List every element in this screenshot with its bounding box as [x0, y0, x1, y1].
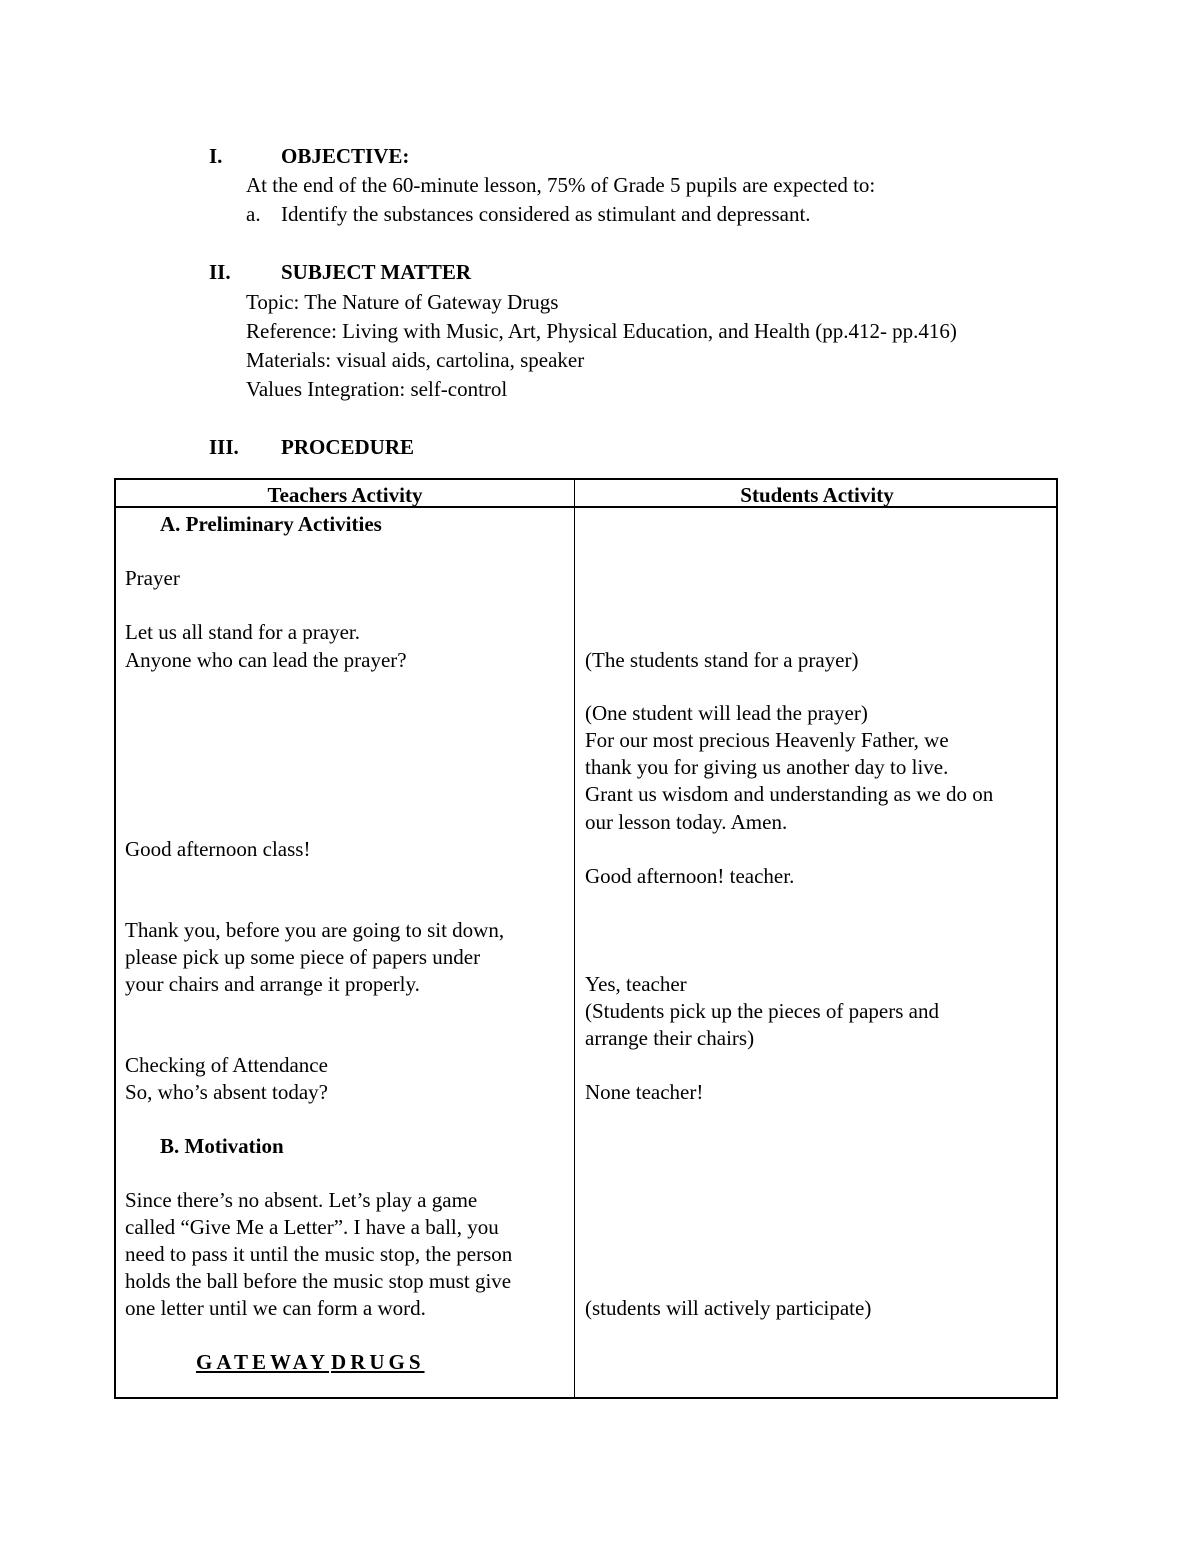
teacher-line: Let us all stand for a prayer.	[125, 620, 360, 644]
subject-reference: Reference: Living with Music, Art, Physical Education, and Health (pp.412- pp.416)	[246, 319, 957, 343]
teacher-line: please pick up some piece of papers under	[125, 945, 481, 969]
section-heading-objective: OBJECTIVE:	[281, 144, 410, 168]
section-heading-procedure: PROCEDURE	[281, 435, 415, 459]
teacher-line: So, who’s absent today?	[125, 1080, 328, 1104]
section-heading-subject: SUBJECT MATTER	[281, 260, 472, 284]
objective-item-text: Identify the substances considered as stimulant and depressant.	[281, 202, 811, 226]
subject-values: Values Integration: self-control	[246, 377, 508, 401]
gateway-drugs-word	[196, 1352, 425, 1373]
header-students-activity: Students Activity	[740, 483, 894, 507]
subject-topic: Topic: The Nature of Gateway Drugs	[246, 290, 559, 314]
teacher-line: Thank you, before you are going to sit down,	[125, 918, 505, 942]
objective-item-marker: a.	[246, 202, 261, 226]
teacher-line: your chairs and arrange it properly.	[125, 972, 420, 996]
teacher-line: Checking of Attendance	[125, 1053, 328, 1077]
teacher-line: holds the ball before the music stop must give	[125, 1269, 512, 1293]
student-line: Grant us wisdom and understanding as we do on	[585, 782, 994, 806]
student-line: (students will actively participate)	[585, 1296, 872, 1320]
section-b-motivation: B. Motivation	[160, 1134, 284, 1158]
student-line: For our most precious Heavenly Father, we	[585, 728, 949, 752]
section-numeral-objective: I.	[209, 144, 223, 168]
student-line: Good afternoon! teacher.	[585, 864, 795, 888]
gateway-word: GATEWAY	[196, 1350, 330, 1374]
teacher-line: called “Give Me a Letter”. I have a ball, you	[125, 1215, 499, 1239]
subject-materials: Materials: visual aids, cartolina, speaker	[246, 348, 585, 372]
teacher-line: Since there’s no absent. Let’s play a game	[125, 1188, 478, 1212]
student-line: Yes, teacher	[585, 972, 687, 996]
student-line: arrange their chairs)	[585, 1026, 755, 1050]
section-numeral-procedure: III.	[209, 435, 239, 459]
student-line: (The students stand for a prayer)	[585, 648, 859, 672]
header-teachers-activity: Teachers Activity	[267, 483, 423, 507]
drugs-word: DRUGS	[331, 1350, 425, 1374]
student-line: our lesson today. Amen.	[585, 810, 788, 834]
teacher-line: Prayer	[125, 566, 180, 590]
section-numeral-subject: II.	[209, 260, 231, 284]
student-line: (One student will lead the prayer)	[585, 701, 868, 725]
header-divider	[116, 506, 1056, 508]
column-divider	[574, 480, 575, 1397]
section-a-preliminary: A. Preliminary Activities	[160, 512, 382, 536]
student-line: thank you for giving us another day to live.	[585, 755, 949, 779]
teacher-line: Good afternoon class!	[125, 837, 311, 861]
procedure-table	[114, 478, 1058, 1399]
student-line: None teacher!	[585, 1080, 704, 1104]
teacher-line: one letter until we can form a word.	[125, 1296, 426, 1320]
teacher-line: need to pass it until the music stop, the person	[125, 1242, 513, 1266]
teacher-line: Anyone who can lead the prayer?	[125, 648, 407, 672]
student-line: (Students pick up the pieces of papers and	[585, 999, 939, 1023]
objective-intro: At the end of the 60-minute lesson, 75% of Grade 5 pupils are expected to:	[246, 173, 876, 197]
